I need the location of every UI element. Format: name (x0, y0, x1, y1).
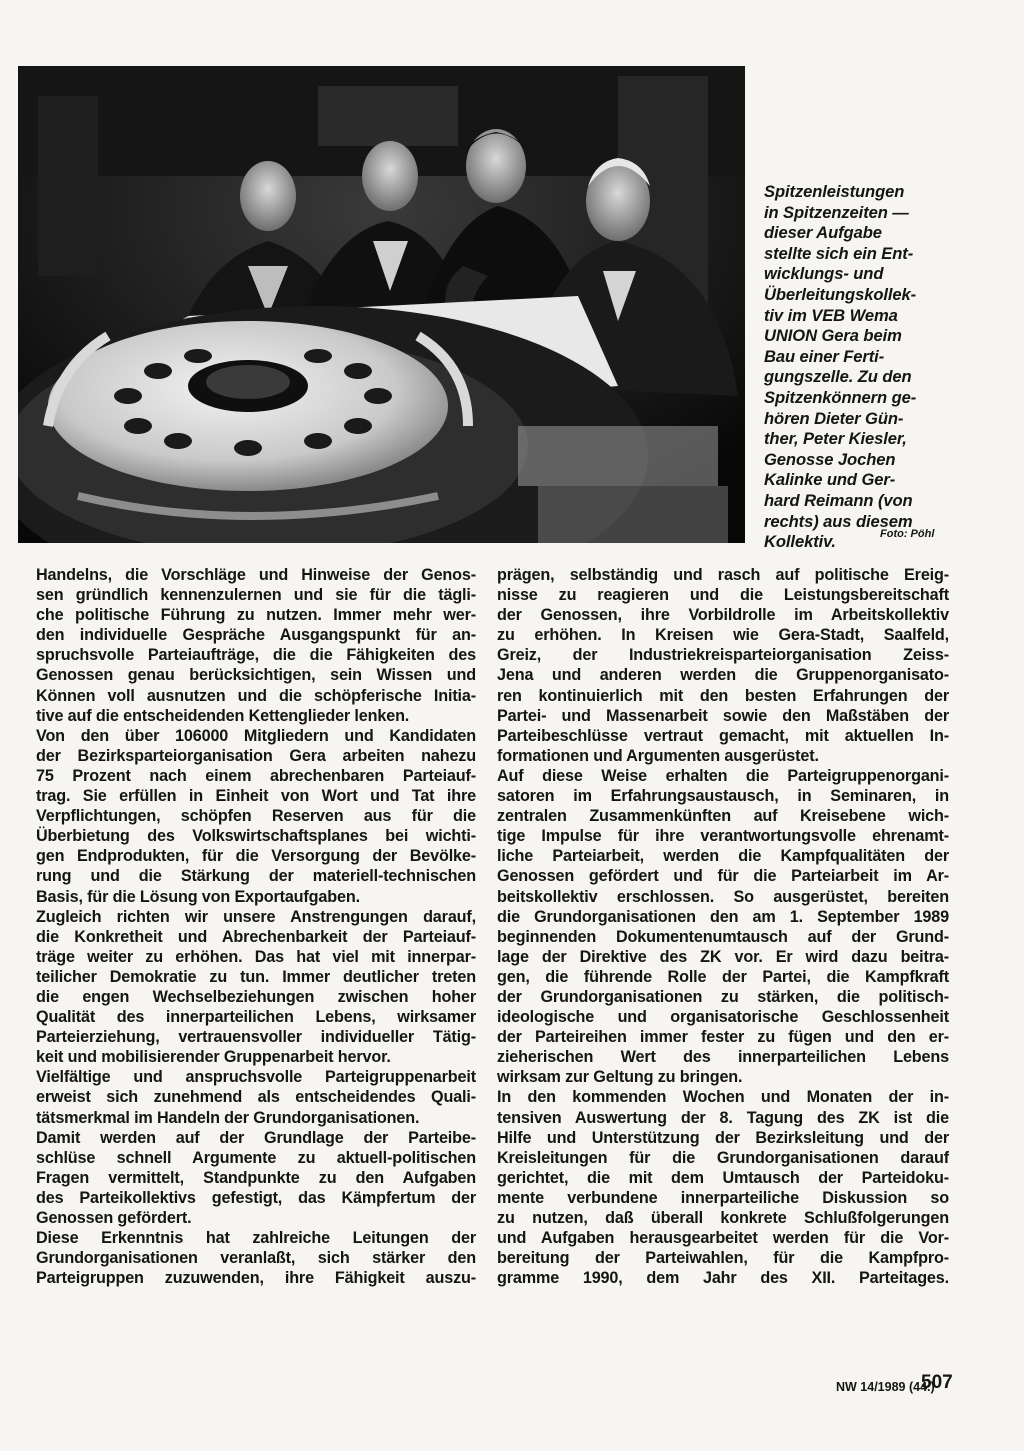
text-line: der Parteireihen immer fester zu fügen und den er- (497, 1028, 949, 1047)
text-line: spruchsvolle Parteiaufträge, die die Fähigkeiten des (36, 646, 476, 665)
article-column-left (36, 565, 476, 1288)
caption-line: stellte sich ein Ent- (764, 243, 914, 263)
text-line: Genossen gefördert und für die Parteiarbeit im Ar- (497, 867, 949, 886)
text-line: die Konkretheit und Abrechenbarkeit der Parteiauf- (36, 927, 476, 946)
text-line: satoren im Erfahrungsaustausch, in Seminaren, in (497, 787, 949, 806)
text-line: erweist sich zunehmend als entscheidendes Quali- (36, 1088, 476, 1107)
caption-line: tiv im VEB Wema (764, 305, 898, 325)
text-line: träge weiter zu erhöhen. Das hat viel mit innerpar- (36, 947, 476, 966)
text-line: Fragen vermittelt, Standpunkte zu den Aufgaben (36, 1168, 476, 1187)
text-line: tensiven Auswertung der 8. Tagung des ZK ist die (497, 1108, 949, 1127)
text-line: Qualität des innerparteilichen Lebens, wirksamer (36, 1008, 476, 1027)
text-line: Von den über 106000 Mitgliedern und Kandidaten (36, 726, 476, 745)
text-line: der Bezirksparteiorganisation Gera arbeiten nahezu (36, 746, 476, 765)
text-line: Auf diese Weise erhalten die Parteigruppenorgani- (497, 766, 949, 785)
text-line: Verpflichtungen, schöpfen Reserven aus für die (36, 807, 476, 826)
caption-line: Überleitungskollek- (764, 284, 917, 304)
text-line: Vielfältige und anspruchsvolle Parteigruppenarbeit (36, 1068, 476, 1087)
text-line: teilicher Demokratie zu tun. Immer deutlicher treten (36, 967, 476, 986)
page-number: 507 (921, 1372, 953, 1393)
text-line: Genossen gefördert. (36, 1209, 192, 1227)
text-line: sen gründlich kennenzulernen und sie für die tägli- (36, 586, 476, 605)
caption-line: Kollektiv. (764, 532, 836, 552)
caption-line: in Spitzenzeiten — (764, 202, 909, 222)
text-line: Jena und anderen werden die Gruppenorganisato- (497, 666, 949, 685)
text-line: prägen, selbständig und rasch auf politische Ereig- (497, 566, 949, 584)
text-line: gramme 1990, dem Jahr des XII. Parteitages. (497, 1269, 949, 1288)
text-line: die Grundorganisationen den am 1. September 1989 (497, 907, 949, 926)
text-line: formationen und Argumenten ausgerüstet. (497, 746, 819, 765)
caption-line: ther, Peter Kiesler, (764, 429, 907, 449)
text-line: Diese Erkenntnis hat zahlreiche Leitungen der (36, 1229, 476, 1248)
text-line: tätsmerkmal im Handeln der Grundorganisationen. (36, 1108, 420, 1127)
caption-line: wicklungs- und (764, 264, 884, 284)
text-line: schlüse schnell Argumente zu aktuell-politischen (36, 1148, 476, 1167)
text-line: lage der Direktive des ZK vor. Er wird dazu beitra- (497, 947, 949, 966)
text-line: gerichtet, die mit dem Umtausch der Parteidoku- (497, 1168, 949, 1187)
text-line: Überbietung des Volkswirtschaftsplanes bei wichti- (36, 827, 476, 846)
text-line: Handelns, die Vorschläge und Hinweise der Genos- (36, 566, 476, 584)
article-column-right (497, 565, 949, 1288)
caption-line: rechts) aus diesem (764, 511, 913, 531)
text-line: Kreisleitungen für die Grundorganisationen darauf (497, 1148, 949, 1167)
text-line: 75 Prozent nach einem abrechenbaren Parteiauf- (36, 766, 476, 785)
text-line: zieherischen Wert des innerparteilichen Lebens (497, 1048, 949, 1067)
caption-line: Bau einer Ferti- (764, 346, 885, 366)
text-line: Parteibeschlüsse vertraut gemacht, mit aktuellen In- (497, 726, 949, 745)
text-line: Parteierziehung, vertrauensvoller individueller Tätig- (36, 1028, 476, 1047)
text-line: ren kontinuierlich mit den besten Erfahrungen der (497, 686, 949, 705)
text-line: Hilfe und Unterstützung der Bezirksleitung und der (497, 1128, 949, 1147)
photo-illustration (18, 66, 745, 543)
caption-line: UNION Gera beim (764, 326, 902, 346)
text-line: tive auf die entscheidenden Kettenglieder lenken. (36, 706, 410, 725)
caption-line: hard Reimann (von (764, 490, 913, 510)
text-line: Zugleich richten wir unsere Anstrengungen darauf, (36, 907, 476, 926)
caption-line: gungszelle. Zu den (764, 367, 912, 387)
text-line: Parteigruppen zuzuwenden, ihre Fähigkeit auszu- (36, 1269, 476, 1288)
caption-line: Kalinke und Ger- (764, 470, 896, 490)
text-line: Basis, für die Lösung von Exportaufgaben. (36, 887, 360, 906)
text-line: zentralen Zusammenkünften auf Kreisebene wich- (497, 807, 949, 826)
text-line: die engen Wechselbeziehungen zwischen hoher (36, 987, 476, 1006)
text-line: zu nutzen, daß überall konkrete Schlußfolgerungen (497, 1209, 949, 1227)
text-line: trag. Sie erfüllen in Einheit von Wort und Tat ihre (36, 787, 476, 806)
text-line: Greiz, der Industriekreisparteiorganisation Zeiss- (497, 646, 949, 665)
text-line: gen, die führende Rolle der Partei, die Kampfkraft (497, 967, 949, 986)
text-line: bereitung der Parteiwahlen, für die Kampfpro- (497, 1249, 949, 1268)
text-line: ideologische und organisatorische Geschlossenheit (497, 1008, 949, 1027)
text-line: Damit werden auf der Grundlage der Parteibe- (36, 1128, 476, 1147)
text-line: nisse zu reagieren und die Leistungsbereitschaft (497, 586, 949, 605)
text-line: Partei- und Massenarbeit sowie den Maßstäben der (497, 706, 949, 725)
caption-line: hören Dieter Gün- (764, 408, 904, 428)
text-line: In den kommenden Wochen und Monaten der in- (497, 1088, 949, 1107)
text-line: liche Parteiarbeit, werden die Kampfqualitäten der (497, 847, 949, 866)
issue-reference: NW 14/1989 (44.) (836, 1380, 935, 1394)
photo-caption (764, 182, 964, 553)
text-line: Grundorganisationen veranlaßt, sich stärker den (36, 1249, 476, 1268)
text-line: beginnenden Dokumentenumtausch auf der Grund- (497, 927, 949, 946)
text-line: und Aufgaben herausgearbeitet werden für die Vor- (497, 1229, 949, 1248)
text-line: gen Endprodukten, für die Versorgung der Bevölke- (36, 847, 476, 866)
text-line: der Genossen, ihre Vorbildrolle im Arbeitskollektiv (497, 606, 949, 625)
text-line: wirksam zur Geltung zu bringen. (497, 1068, 743, 1087)
caption-line: dieser Aufgabe (764, 223, 882, 243)
text-line: keit und mobilisierender Gruppenarbeit hervor. (36, 1048, 391, 1067)
text-line: rung und die Stärkung der materiell-technischen (36, 867, 476, 886)
text-line: beitskollektiv erschlossen. So ausgerüstet, bereiten (497, 887, 949, 906)
photo-credit: Foto: Pöhl (880, 528, 935, 540)
text-line: den individuelle Gespräche Ausgangspunkt für an- (36, 626, 476, 645)
text-line: Genossen genau berücksichtigen, sein Wissen und (36, 666, 476, 685)
text-line: che politische Führung zu nutzen. Immer mehr wer- (36, 606, 476, 625)
text-line: der Grundorganisationen zu stärken, die politisch- (497, 987, 949, 1006)
text-line: tige Impulse für ihre verantwortungsvolle ehrenamt- (497, 827, 949, 846)
photo-workers-with-machine-part (18, 66, 745, 543)
caption-line: Spitzenkönnern ge- (764, 387, 917, 407)
text-line: mente verbundene innerparteiliche Diskussion so (497, 1188, 949, 1207)
text-line: des Parteikollektivs gefestigt, das Kämpfertum der (36, 1188, 476, 1207)
text-line: Können voll ausnutzen und die schöpferische Initia- (36, 686, 476, 705)
caption-line: Spitzenleistungen (764, 182, 905, 201)
caption-line: Genosse Jochen (764, 449, 896, 469)
text-line: zu erhöhen. In Kreisen wie Gera-Stadt, Saalfeld, (497, 626, 949, 645)
